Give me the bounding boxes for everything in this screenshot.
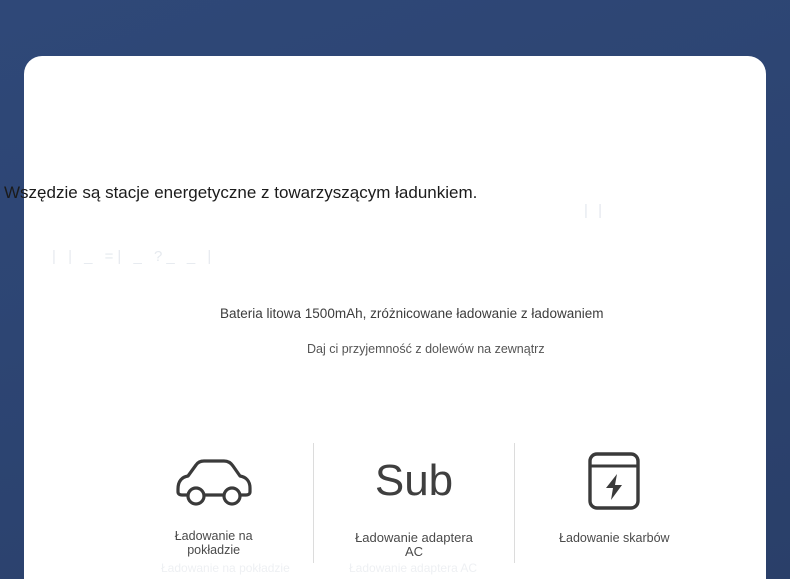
- feature-item-ac-adapter-charging: [314, 441, 513, 559]
- page-title: Wszędzie są stacje energetyczne z towarzyszącym ładunkiem.: [4, 183, 478, 202]
- ghost-label-onboard: Ładowanie na pokładzie: [161, 561, 290, 575]
- ac-adapter-bigtext: Sub: [374, 456, 454, 505]
- subtitle-secondary: Daj ci przyjemność z dolewów na zewnątrz: [307, 342, 545, 356]
- decorative-faint-text-right: | |: [584, 202, 605, 219]
- feature-item-onboard-charging: [114, 441, 313, 557]
- power-bank-icon: [586, 441, 642, 521]
- ac-adapter-icon: [375, 441, 453, 521]
- ghost-label-ac-adapter: Ładowanie adaptera AC: [349, 561, 478, 575]
- feature-list: [114, 441, 714, 563]
- car-icon: [172, 441, 256, 521]
- feature-label: Ładowanie skarbów: [559, 531, 670, 545]
- feature-label: Ładowanie adaptera AC: [355, 530, 473, 559]
- decorative-faint-text-left: | | _ =| _ ?_ _ |: [52, 248, 216, 265]
- feature-label: Ładowanie na pokładzie: [174, 529, 253, 557]
- feature-item-power-bank-charging: [515, 441, 714, 545]
- subtitle-primary: Bateria litowa 1500mAh, zróżnicowane ładowanie z ładowaniem: [220, 306, 604, 321]
- content-card: [24, 56, 766, 579]
